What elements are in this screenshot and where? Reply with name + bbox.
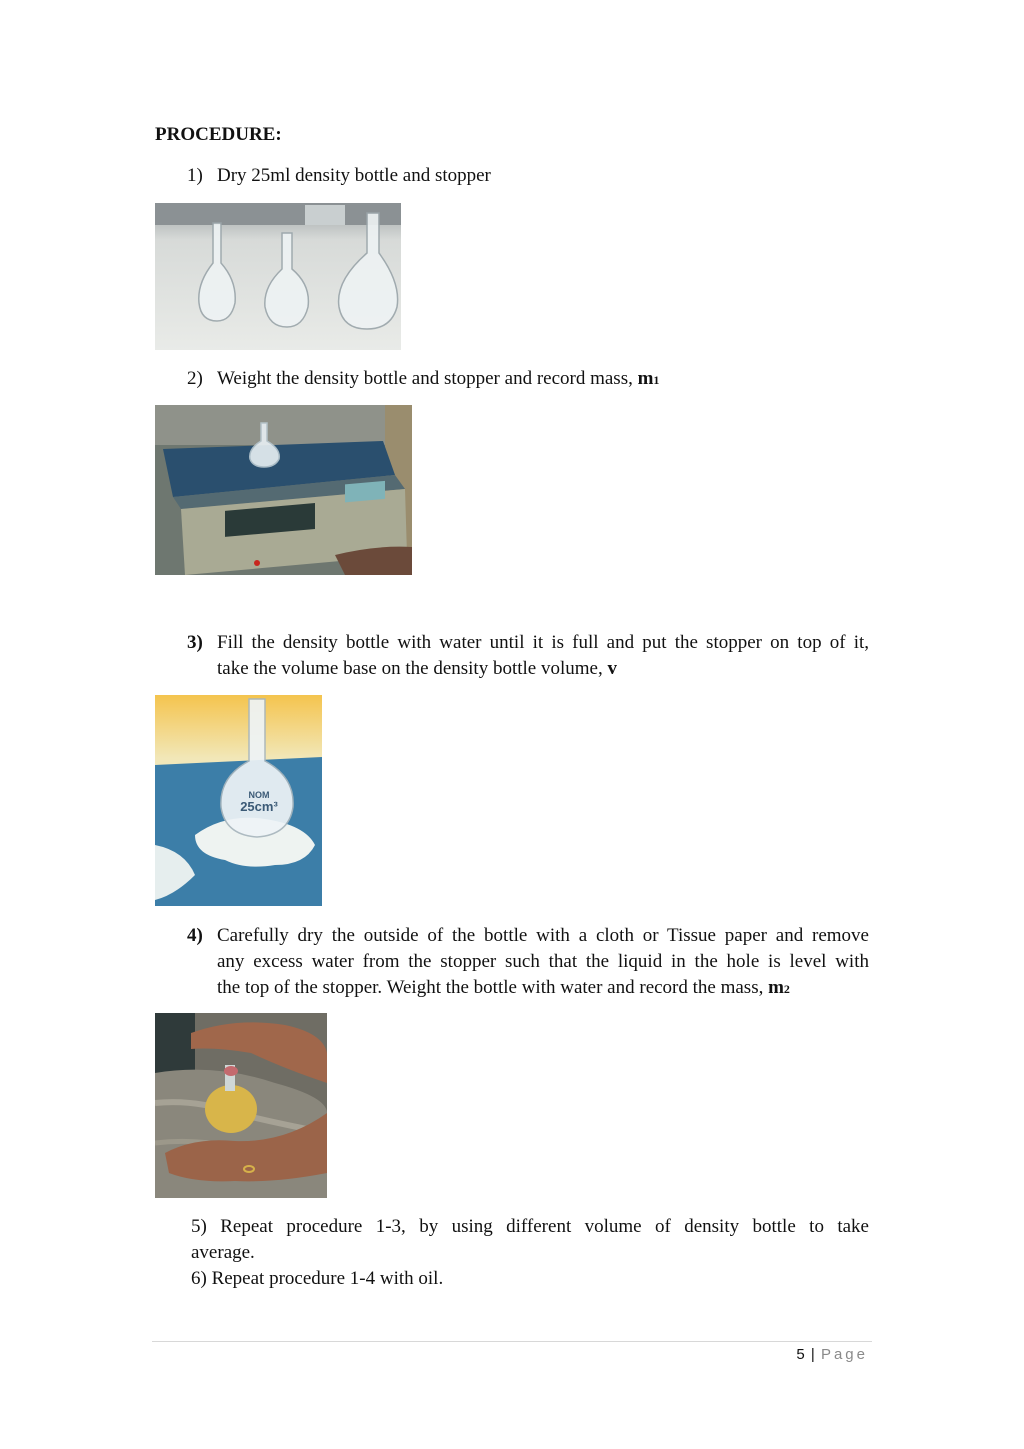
step-6-text: 6) Repeat procedure 1-4 with oil. bbox=[191, 1268, 444, 1289]
step-4-number: 4) bbox=[187, 925, 203, 946]
step-3-line-2: take the volume base on the density bottle volume, bbox=[217, 658, 608, 679]
photo-hands-drying-bottle bbox=[155, 1013, 327, 1198]
photo-density-bottles bbox=[155, 203, 401, 350]
photo-weighing-scale bbox=[155, 405, 412, 575]
step-3-line-1: Fill the density bottle with water until it is full and put the stopper on top of it, bbox=[217, 632, 869, 653]
step-4-line-1: Carefully dry the outside of the bottle with a cloth or Tissue paper and remove bbox=[217, 925, 869, 946]
photo-filled-bottle bbox=[155, 695, 322, 906]
variable-m: m bbox=[768, 977, 784, 998]
step-1-number: 1) bbox=[187, 165, 203, 186]
footer-separator: | bbox=[810, 1346, 816, 1363]
page-number: 5 bbox=[796, 1346, 806, 1363]
step-1-text: Dry 25ml density bottle and stopper bbox=[217, 165, 491, 186]
step-5-line-1: 5) Repeat procedure 1-3, by using different volume of density bottle to take bbox=[191, 1216, 869, 1237]
step-2-number: 2) bbox=[187, 368, 203, 389]
bottle-marking: NOM bbox=[248, 790, 270, 800]
step-4-line-3: the top of the stopper. Weight the bottle with water and record the mass, bbox=[217, 977, 769, 998]
page-label: Page bbox=[820, 1346, 868, 1363]
step-4-line-2: any excess water from the stopper such that the liquid in the hole is level with bbox=[217, 951, 869, 972]
bottle-volume-marking: 25cm³ bbox=[240, 799, 278, 814]
variable-subscript: 2 bbox=[783, 982, 790, 996]
variable-v: v bbox=[607, 658, 617, 679]
step-6 bbox=[191, 1266, 443, 1292]
step-5-line-2: average. bbox=[191, 1242, 255, 1263]
section-heading: PROCEDURE: bbox=[155, 124, 282, 145]
step-2-text: Weight the density bottle and stopper and record mass, bbox=[217, 368, 638, 389]
footer-divider bbox=[152, 1341, 872, 1342]
page-footer bbox=[796, 1346, 868, 1363]
step-3-number: 3) bbox=[187, 632, 203, 653]
variable-subscript: 1 bbox=[653, 373, 660, 387]
variable-m: m bbox=[637, 368, 654, 389]
